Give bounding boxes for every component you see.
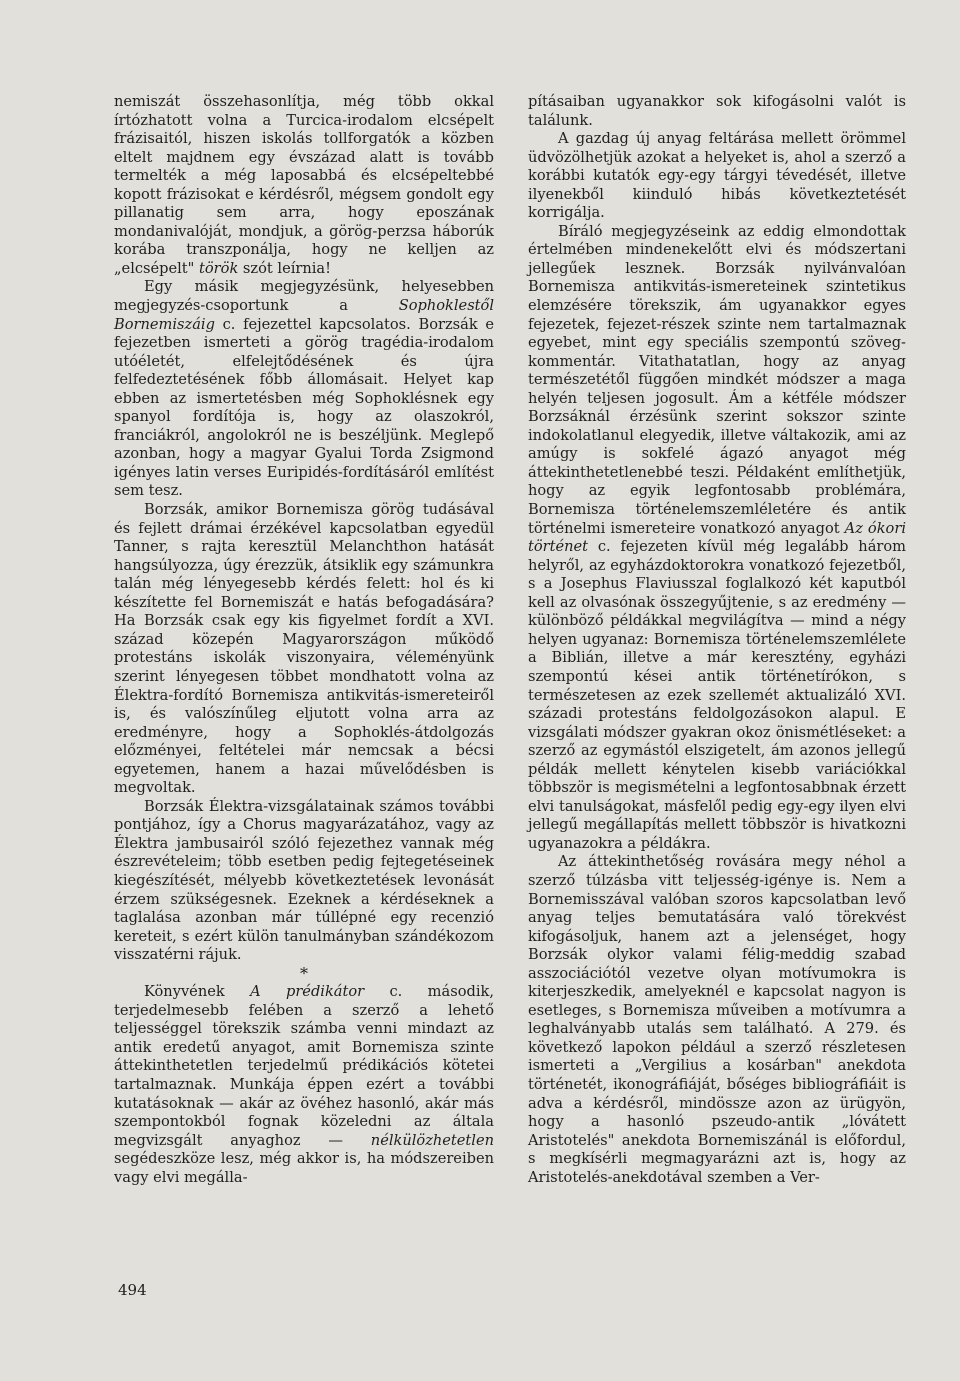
page-number: 494 bbox=[118, 1281, 147, 1299]
paragraph: pításaiban ugyanakkor sok kifogásolni valót is találunk. bbox=[528, 93, 906, 129]
paragraph: Borzsák Élektra-vizsgálatainak számos további pontjához, így a Chorus magyarázatához, vagy az Élektra jambusairól szóló fejezethez vannak még észrevételeim; több esetben pedig fejtegetéseinek kiegészítését, mélyebb következtetések levonását érzem szükségesnek. Ezeknek a kérdéseknek a taglalása azonban már túllépné egy recenzió kereteit, s ezért külön tanulmányban szándékozom visszatérni rájuk. bbox=[114, 797, 494, 964]
paragraph: A gazdag új anyag feltárása mellett örömmel üdvözölhetjük azokat a helyeket is, ahol a szerző a korábbi kutatók egy-egy tárgyi tévedését, illetve ilyenekből kiinduló hibás következtetését korrigálja. bbox=[528, 130, 906, 222]
right-column bbox=[528, 93, 906, 1187]
paragraph: nemiszát összehasonlítja, még több okkal írtózhatott volna a Turcica-irodalom elcsépelt frázisaitól, hiszen iskolás tollforgatók a közben eltelt majdnem egy évszázad alatt is tovább termelték a még laposabbá és elcsépeltebbé kopott frázisokat e kérdésről, mégsem gondolt egy pillanatig sem arra, hogy eposzának mondanivalóját, mondjuk, a görög-perzsa háborúk korába transzponálja, hogy ne kelljen az „elcsépelt" török szót leírnia! bbox=[114, 93, 494, 277]
paragraph: Könyvének A prédikátor c. második, terjedelmesebb felében a szerző a lehető teljességgel törekszik számba venni mindazt az antik eredetű anyagot, amit Bornemisza szinte áttekinthetetlen terjedelmű prédikációs kötetei tartalmaznak. Munkája éppen ezért a további kutatásoknak — akár az övéhez hasonló, akár más szempontokból fognak közeledni az általa megvizsgált anyaghoz — nélkülözhetetlen segédeszköze lesz, még akkor is, ha módszereiben vagy elvi megálla- bbox=[114, 983, 494, 1186]
paragraph: Borzsák, amikor Bornemisza görög tudásával és fejlett drámai érzékével kapcsolatban egyedül Tanner, s rajta keresztül Melanchthon hatását hangsúlyozza, úgy érezzük, átsiklik egy számunkra talán még lényegesebb kérdés felett: hol és ki készítette fel Bornemiszát e hatás befogadására? Ha Borzsák csak egy kis figyelmet fordít a XVI. század közepén Magyarországon működő protestáns iskolák viszonyaira, véleményünk szerint lényegesen többet mondhatott volna az Élektra-fordító Bornemisza antikvitás-ismereteiről is, és valószínűleg eljutott volna arra az eredményre, hogy a Sophoklés-átdolgozás előzményei, feltételei már nemcsak a bécsi egyetemen, hanem a hazai művelődésben is megvoltak. bbox=[114, 501, 494, 797]
left-column bbox=[114, 93, 494, 1187]
paragraph: Az áttekinthetőség rovására megy néhol a szerző túlzásba vitt teljesség-igénye is. Nem a Bornemisszával valóban szoros kapcsolatban levő anyag teljes bemutatására való törekvést kifogásoljuk, hanem azt a jelenséget, hogy Borzsák olykor valami félig-meddig szabad asszociációtól vezetve olyan motívumokra is kiterjeszkedik, amelyeknél e kapcsolat nagyon is esetleges, s Bornemisza műveiben a motívumra a leghalványabb utalás sem található. A 279. és következő lapokon például a szerző részletesen ismerteti a „Vergilius a kosárban" anekdota történetét, ikonográfiáját, bőséges bibliográfiáit is adva a kérdésről, mindössze azon az ürügyön, hogy a hasonló pszeudo-antik „lóvátett Aristotelés" anekdota Bornemiszánál is előfordul, s megkísérli megmagyarázni azt is, hogy az Aristotelés-anekdotával szemben a Ver- bbox=[528, 853, 906, 1186]
paragraph: Egy másik megjegyzésünk, helyesebben megjegyzés-csoportunk a Sophoklestől Bornemiszáig c. fejezettel kapcsolatos. Borzsák e fejezetben ismerteti a görög tragédia-irodalom utóéletét, elfelejtődésének és újra felfedeztetésének főbb állomásait. Helyet kap ebben az ismertetésben még Sophoklésnek egy spanyol fordítója is, hogy az olaszokról, franciákról, angolokról ne is beszéljünk. Meglepő azonban, hogy a magyar Gyalui Torda Zsigmond igényes latin verses Euripidés-fordításáról említést sem tesz. bbox=[114, 278, 494, 500]
paragraph: Bíráló megjegyzéseink az eddig elmondottak értelmében mindenekelőtt elvi és módszertani jellegűek lesznek. Borzsák nyilvánvalóan Bornemisza antikvitás-ismereteinek szintetikus elemzésére törekszik, ám ugyanakkor egyes fejezetek, fejezet-részek szinte nem tartalmaznak egyebet, mint egy speciális szempontú szöveg-kommentár. Vitathatatlan, hogy az anyag természetétől függően mindkét módszer a maga helyén teljesen jogosult. Ám a kétféle módszer Borzsáknál érzésünk szerint sokszor szinte indokolatlanul elegyedik, illetve váltakozik, ami az amúgy is sokfelé ágazó anyagot még áttekinthetetlenebbé teszi. Példaként említhetjük, hogy az egyik legfontosabb problémára, Bornemisza történelemszemléletére és antik történelmi ismereteire vonatkozó anyagot Az ókori történet c. fejezeten kívül még legalább három helyről, az egyházdoktorokra vonatkozó fejezetből, s a Josephus Flaviusszal foglalkozó két kaputból kell az olvasónak összegyűjtenie, s az eredmény — különböző példákkal megvilágítva — mind a négy helyen ugyanaz: Bornemisza történelemszemlélete a Biblián, illetve a már keresztény, egyházi szempontú kései antik történetírókon, s természetesen az ezek szellemét aktualizáló XVI. századi protestáns feldolgozásokon alapul. E vizsgálati módszer gyakran okoz önismétléseket: a szerző az egymástól elszigetelt, ám azonos jellegű példák mellett kénytelen kisebb variációkkal többször is megismételni a legfontosabbnak érzett elvi tanulságokat, másfelől pedig egy-egy ilyen elvi jellegű megállapítás mellett többször is hivatkozni ugyanazokra a példákra. bbox=[528, 222, 906, 852]
section-separator: * bbox=[300, 963, 308, 983]
